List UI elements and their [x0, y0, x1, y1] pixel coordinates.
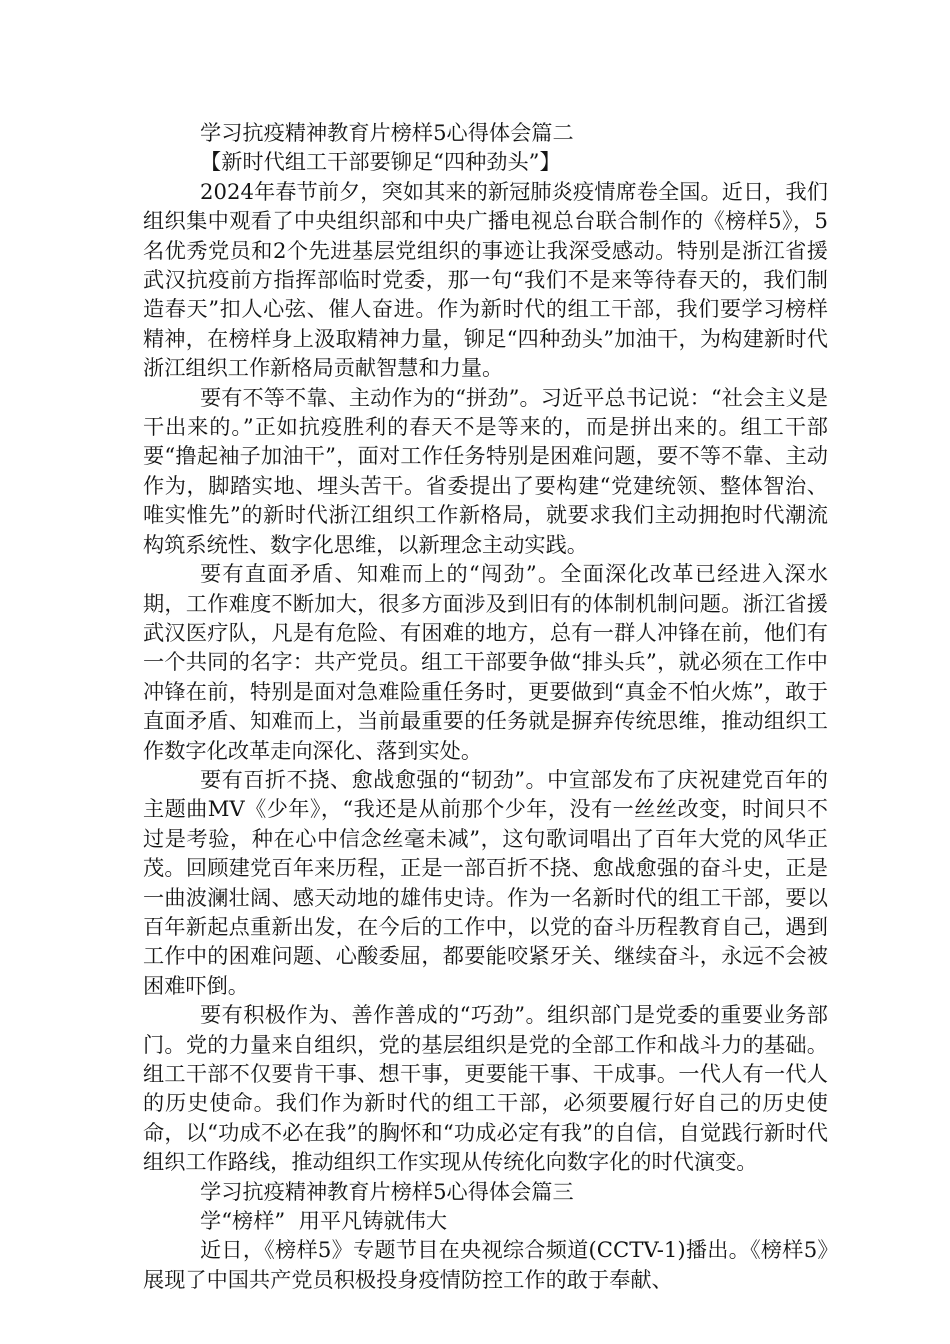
section-2-paragraph-intro: 2024年春节前夕，突如其来的新冠肺炎疫情席卷全国。近日，我们组织集中观看了中央组织部和中央广播电视总台联合制作的《榜样5》，5名优秀党员和2个先进基层党组织的事迹让我深受感动。特别是浙江省援武汉抗疫前方指挥部临时党委，那一句“我们不是来等待春天的，我们制造春天”扣人心弦、催人奋进。作为新时代的组工干部，我们要学习榜样精神，在榜样身上汲取精神力量，铆足“四种劲头”加油干，为构建新时代浙江组织工作新格局贡献智慧和力量。 — [143, 178, 828, 381]
section-2-subtitle: 【新时代组工干部要铆足“四种劲头”】 — [200, 149, 561, 175]
section-2-paragraph-qiaojin: 要有积极作为、善作善成的“巧劲”。组织部门是党委的重要业务部门。党的力量来自组织，党的基层组织是党的全部工作和战斗力的基础。组工干部不仅要肯干事、想干事，更要能干事、干成事。一代人有一代人的历史使命。我们作为新时代的组工干部，必须要履行好自己的历史使命，以“功成不必在我”的胸怀和“功成必定有我”的自信，自觉践行新时代组织工作路线，推动组织工作实现从传统化向数字化的时代演变。 — [143, 1002, 828, 1175]
section-3-paragraph-intro: 近日，《榜样5》专题节目在央视综合频道(CCTV-1)播出。《榜样5》展现了中国共产党员积极投身疫情防控工作的敢于奉献、 — [143, 1237, 828, 1292]
section-2-paragraph-pinjin: 要有不等不靠、主动作为的“拼劲”。习近平总书记说：“社会主义是干出来的。”正如抗疫胜利的春天不是等来的，而是拼出来的。组工干部要“撸起袖子加油干”，面对工作任务特别是困难问题，要不等不靠、主动作为，脚踏实地、埋头苦干。省委提出了要构建“党建统领、整体智治、唯实惟先”的新时代浙江组织工作新格局，就要求我们主动拥抱时代潮流构筑系统性、数字化思维，以新理念主动实践。 — [143, 384, 828, 557]
section-2-title: 学习抗疫精神教育片榜样5心得体会篇二 — [200, 120, 574, 145]
section-2-paragraph-chuangjin: 要有直面矛盾、知难而上的“闯劲”。全面深化改革已经进入深水期，工作难度不断加大，很多方面涉及到旧有的体制机制问题。浙江省援武汉医疗队，凡是有危险、有困难的地方，总有一群人冲锋在前，他们有一个共同的名字：共产党员。组工干部要争做“排头兵”，就必须在工作中冲锋在前，特别是面对急难险重任务时，更要做到“真金不怕火炼”，敢于直面矛盾、知难而上，当前最重要的任务就是摒弃传统思维，推动组织工作数字化改革走向深化、落到实处。 — [143, 561, 828, 763]
section-3-subtitle: 学“榜样” 用平凡铸就伟大 — [200, 1208, 448, 1234]
section-3-title: 学习抗疫精神教育片榜样5心得体会篇三 — [200, 1178, 574, 1204]
section-2-paragraph-renjin: 要有百折不挠、愈战愈强的“韧劲”。中宣部发布了庆祝建党百年的主题曲MV《少年》，“我还是从前那个少年，没有一丝丝改变，时间只不过是考验，种在心中信念丝毫未减”，这句歌词唱出了百年大党的风华正茂。回顾建党百年来历程，正是一部百折不挠、愈战愈强的奋斗史，正是一曲波澜壮阔、感天动地的雄伟史诗。作为一名新时代的组工干部，要以百年新起点重新出发，在今后的工作中，以党的奋斗历程教育自己，遇到工作中的困难问题、心酸委屈，都要能咬紧牙关、继续奋斗，永远不会被困难吓倒。 — [143, 766, 828, 998]
document-body — [143, 118, 828, 1294]
